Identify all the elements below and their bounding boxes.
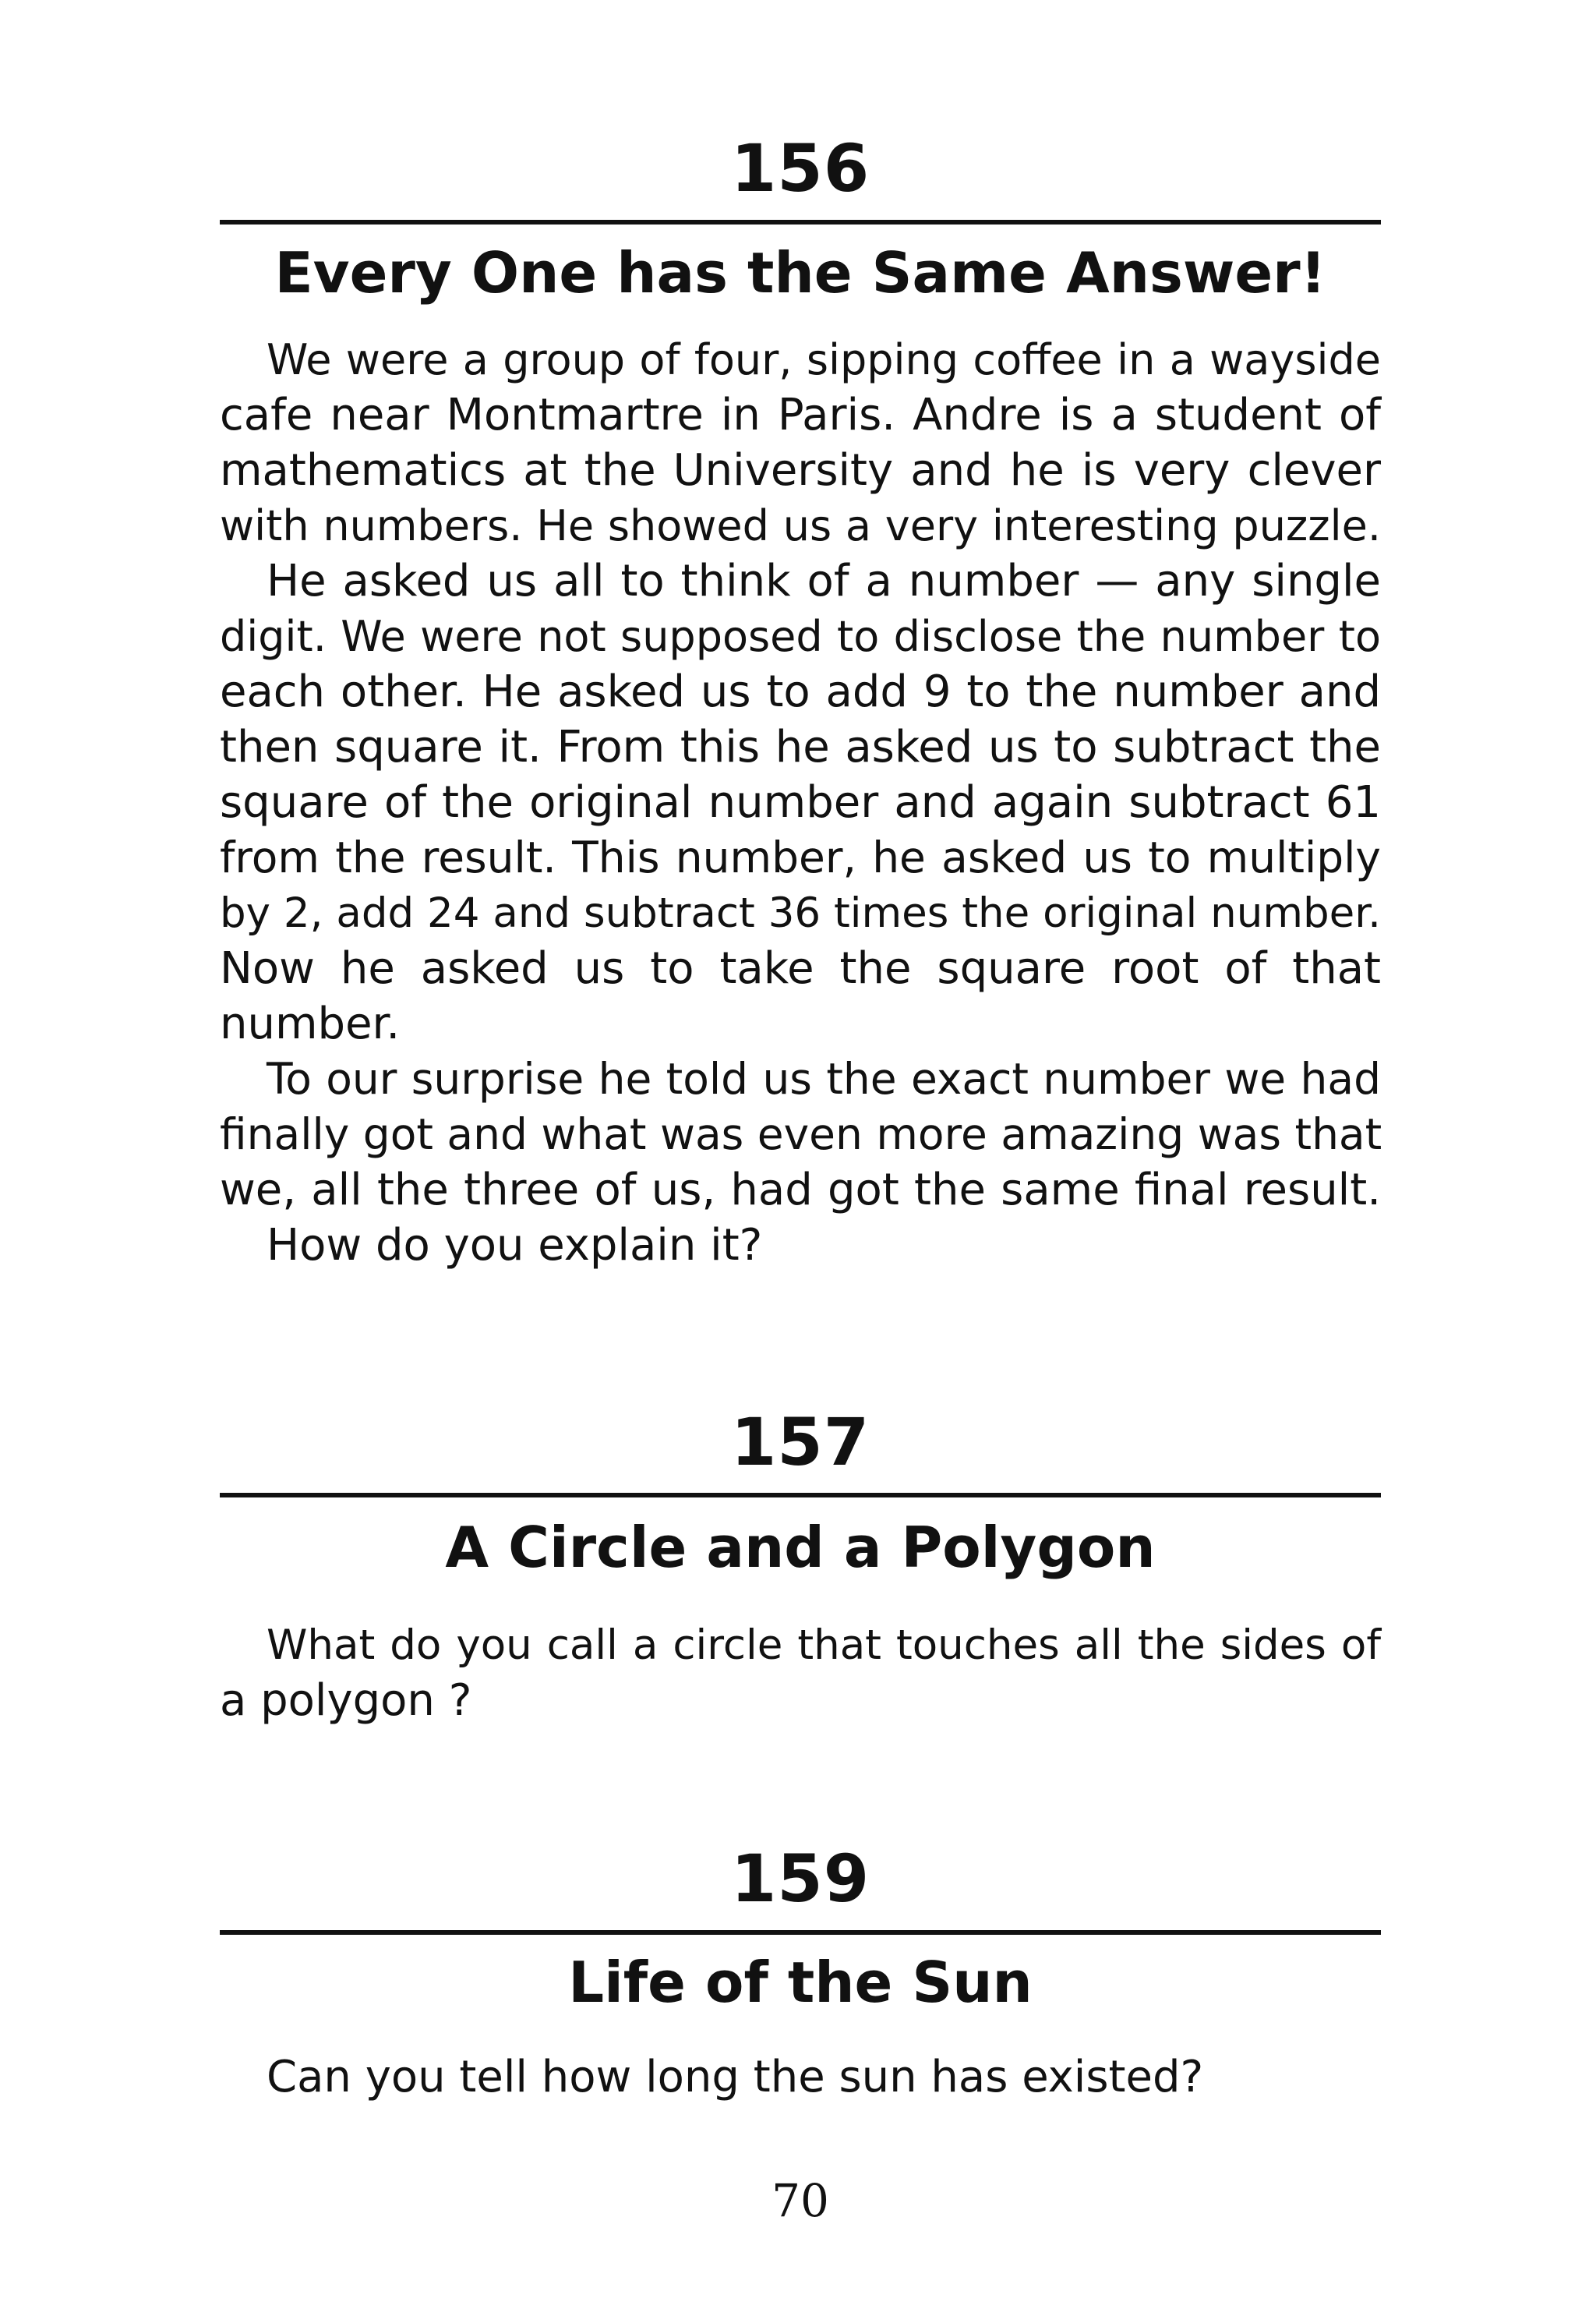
body-line: number.: [220, 999, 401, 1049]
body-line: We were a group of four, sipping coffee in a wayside: [267, 335, 1381, 384]
puzzle-number: 159: [730, 1840, 870, 1917]
puzzle-body: [220, 2049, 1381, 2105]
body-line: What do you call a circle that touches all the sides of: [267, 1621, 1381, 1669]
body-line: To our surprise he told us the exact number we had: [267, 1054, 1381, 1104]
heading-rule: [220, 1493, 1381, 1497]
body-line: by 2, add 24 and subtract 36 times the original number.: [220, 889, 1381, 937]
body-line: each other. He asked us to add 9 to the number and: [220, 666, 1381, 717]
body-line: square of the original number and again subtract 61: [220, 777, 1381, 828]
puzzle-number: 157: [730, 1404, 870, 1480]
body-line: a polygon ?: [220, 1675, 472, 1726]
body-line: then square it. From this he asked us to subtract the: [220, 722, 1381, 773]
body-line: He asked us all to think of a number — any single: [267, 556, 1381, 606]
page-number: 70: [772, 2174, 829, 2227]
body-line: from the result. This number, he asked us to multiply: [220, 833, 1381, 882]
heading-rule: [220, 220, 1381, 225]
puzzle-title: A Circle and a Polygon: [445, 1515, 1156, 1580]
body-line: How do you explain it?: [267, 1220, 763, 1271]
book-page: [220, 0, 1381, 2323]
heading-rule: [220, 1930, 1381, 1935]
puzzle-title: Life of the Sun: [568, 1950, 1033, 2015]
puzzle-body: [220, 1618, 1381, 1728]
body-line: we, all the three of us, had got the same final result.: [220, 1165, 1381, 1215]
body-line: with numbers. He showed us a very interesting puzzle.: [220, 501, 1381, 550]
body-line: Can you tell how long the sun has existed?: [267, 2052, 1204, 2102]
puzzle-number: 156: [730, 130, 870, 207]
body-line: digit. We were not supposed to disclose the number to: [220, 612, 1381, 661]
puzzle-title: Every One has the Same Answer!: [274, 240, 1326, 306]
body-line: Now he asked us to take the square root of that: [220, 943, 1381, 994]
puzzle-body: [220, 332, 1381, 1273]
body-line: cafe near Montmartre in Paris. Andre is a student of: [220, 390, 1381, 440]
body-line: finally got and what was even more amazing was that: [220, 1109, 1382, 1159]
body-line: mathematics at the University and he is very clever: [220, 445, 1381, 496]
